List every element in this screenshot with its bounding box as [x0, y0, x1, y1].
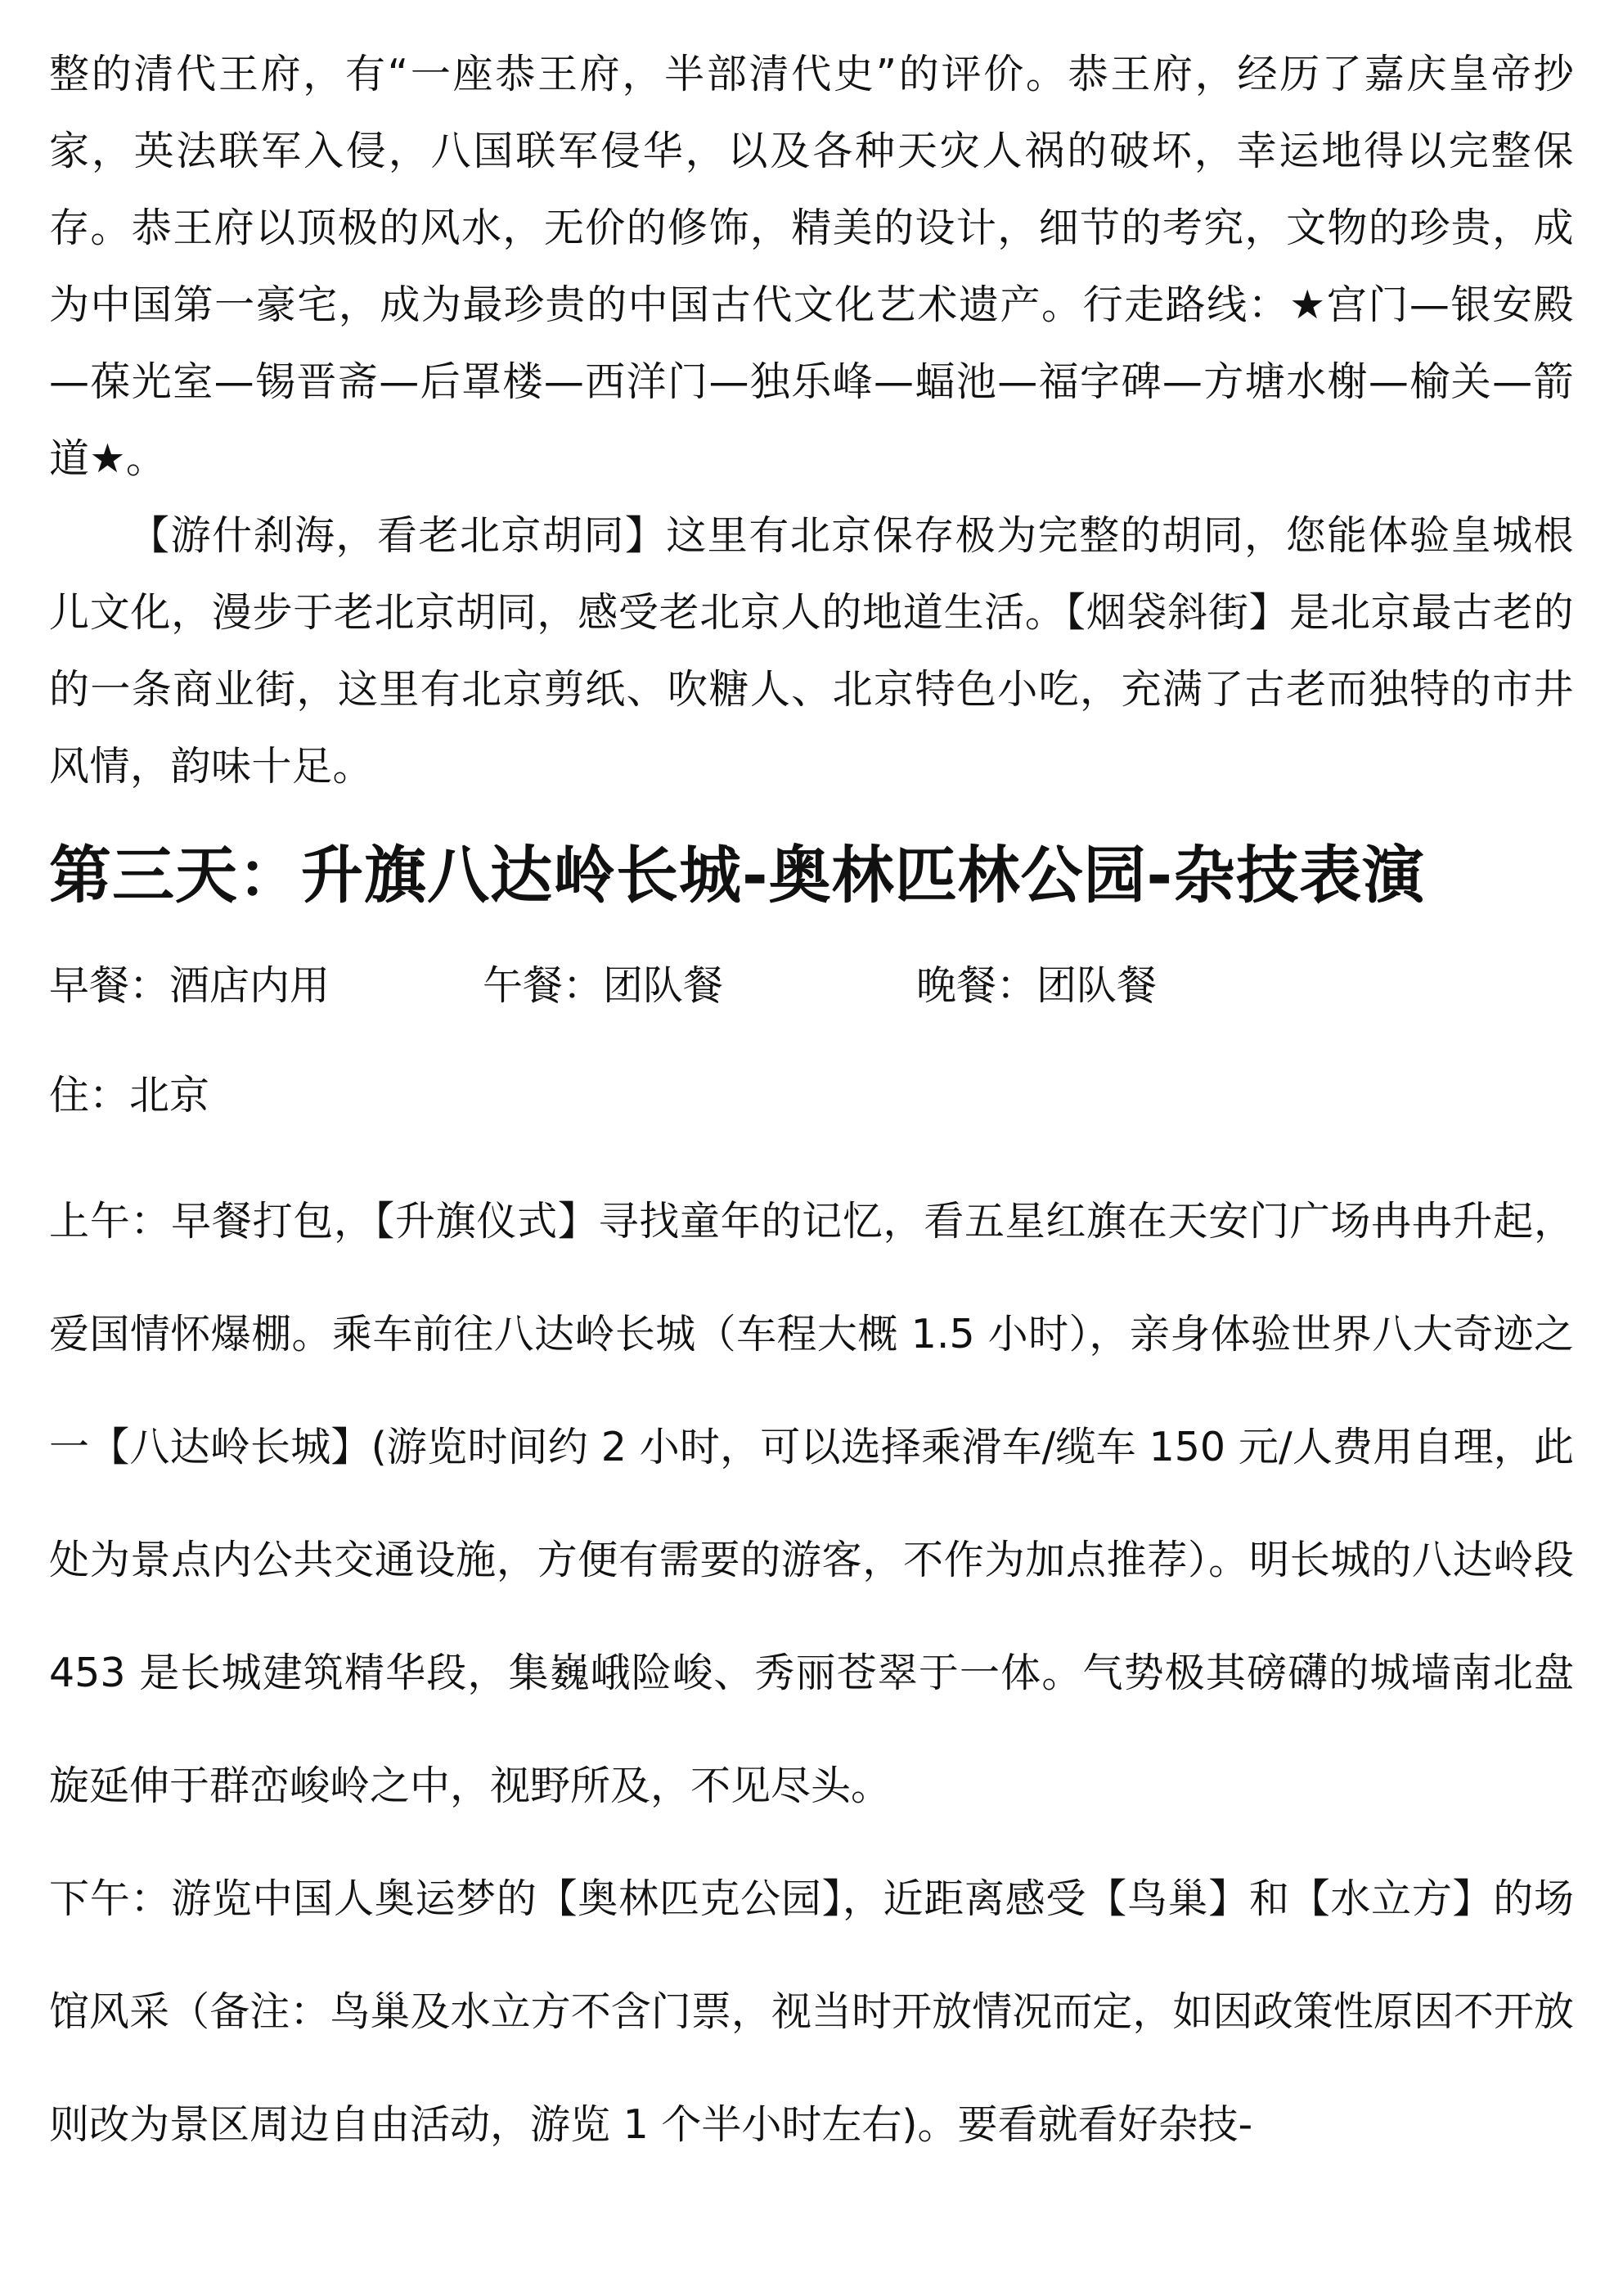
- breakfast-info: 早餐：酒店内用: [49, 962, 330, 1009]
- lunch-info: 午餐：团队餐: [483, 962, 724, 1009]
- afternoon-paragraph: 下午：游览中国人奥运梦的【奥林匹克公园】，近距离感受【鸟巢】和【水立方】的场馆风采（备注：鸟巢及水立方不含门票，视当时开放情况而定，如因政策性原因不开放则改为景区周边自由活动，游览 1 个半小时左右)。要看就看好杂技-: [49, 1875, 1574, 2148]
- intro-paragraph: 整的清代王府，有“一座恭王府，半部清代史”的评价。恭王府，经历了嘉庆皇帝抄家，英法联军入侵，八国联军侵华，以及各种天灾人祸的破坏，幸运地得以完整保存。恭王府以顶极的风水，无价的修饰，精美的设计，细节的考究，文物的珍贵，成为中国第一豪宅，成为最珍贵的中国古代文化艺术遗产。行走路线：★宫门—银安殿—葆光室—锡晋斋—后罩楼—西洋门—独乐峰—蝠池—福字碑—方塘水榭—榆关—箭道★。: [49, 51, 1574, 482]
- meals-row: [49, 949, 1574, 1023]
- dinner-info: 晚餐：团队餐: [916, 962, 1158, 1009]
- stay-info: 住：北京: [49, 1072, 210, 1119]
- morning-paragraph: 上午：早餐打包，【升旗仪式】寻找童年的记忆，看五星红旗在天安门广场冉冉升起，爱国情怀爆棚。乘车前往八达岭长城（车程大概 1.5 小时），亲身体验世界八大奇迹之一【八达岭长城】(游览时间约 2 小时，可以选择乘滑车/缆车 150 元/人费用自理，此处为景点内公共交通设施，方便有需要的游客，不作为加点推荐）。明长城的八达岭段 453 是长城建筑精华段，集巍峨险峻、秀丽苍翠于一体。气势极其磅礴的城墙南北盘旋延伸于群峦峻岭之中，视野所及，不见尽头。: [49, 1198, 1574, 1809]
- hutong-paragraph: 【游什刹海，看老北京胡同】这里有北京保存极为完整的胡同，您能体验皇城根儿文化，漫步于老北京胡同，感受老北京人的地道生活。【烟袋斜街】是北京最古老的的一条商业街，这里有北京剪纸、吹糖人、北京特色小吃，充满了古老而独特的市井风情，韵味十足。: [49, 512, 1574, 790]
- day-heading: 第三天：升旗八达岭长城-奥林匹林公园-杂技表演: [49, 839, 1426, 912]
